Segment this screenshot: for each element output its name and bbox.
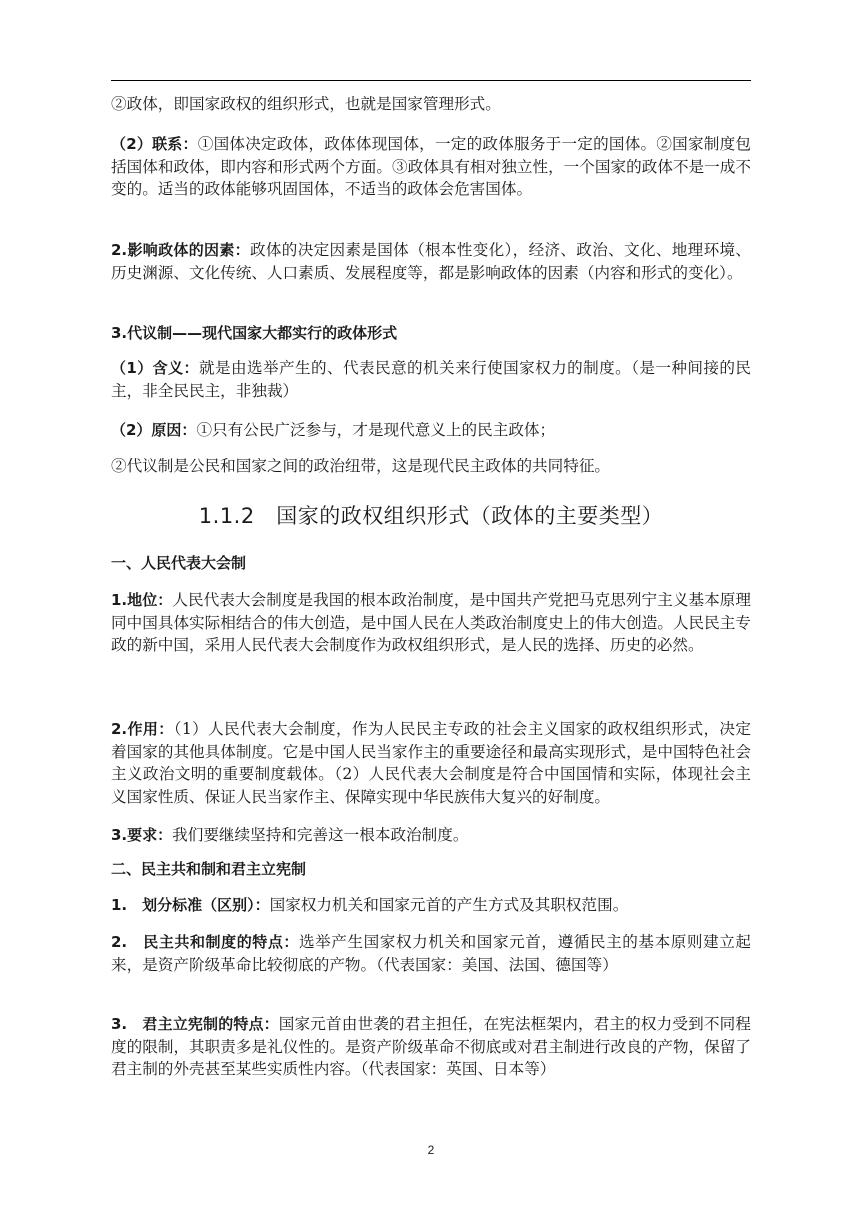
- paragraph-criteria: 1. 划分标准（区别）：国家权力机关和国家元首的产生方式及其职权范围。: [111, 896, 629, 914]
- bold-label: 1. 划分标准（区别）：: [111, 896, 270, 914]
- paragraph-factors: 2.影响政体的因素：政体的决定因素是国体（根本性变化），经济、政治、文化、地理环境、历史渊源、文化传统、人口素质、发展程度等，都是影响政体的因素（内容和形式的变化）。: [111, 241, 751, 282]
- paragraph-meaning: （1）含义：就是由选举产生的、代表民意的机关来行使国家权力的制度。（是一种间接的民主，非全民民主，非独裁）: [111, 359, 751, 400]
- page-number: 2: [427, 1143, 435, 1157]
- paragraph: ②政体，即国家政权的组织形式，也就是国家管理形式。: [111, 95, 501, 113]
- bold-label: 2.作用：: [111, 720, 174, 738]
- paragraph-requirement: 3.要求：我们要继续坚持和完善这一根本政治制度。: [111, 826, 469, 844]
- subheading-representative-system: 3.代议制——现代国家大都实行的政体形式: [111, 324, 398, 342]
- paragraph-connection: （2）联系：①国体决定政体，政体体现国体，一定的政体服务于一定的国体。②国家制度包括国体和政体，即内容和形式两个方面。③政体具有相对独立性，一个国家的政体不是一成不变的。适当的政体能够巩固国体，不适当的政体会危害国体。: [111, 135, 751, 198]
- section-title-republic: 二、民主共和制和君主立宪制: [111, 860, 307, 878]
- bold-label: 3.要求：: [111, 826, 173, 844]
- header-rule: [111, 80, 751, 81]
- bold-label: 3. 君主立宪制的特点：: [111, 1015, 279, 1033]
- paragraph-republic: 2. 民主共和制度的特点：选举产生国家权力机关和国家元首，遵循民主的基本原则建立起来，是资产阶级革命比较彻底的产物。（代表国家：美国、法国、德国等）: [111, 933, 751, 974]
- paragraph-status: 1.地位：人民代表大会制度是我国的根本政治制度，是中国共产党把马克思列宁主义基本原理同中国具体实际相结合的伟大创造，是中国人民在人类政治制度史上的伟大创造。人民民主专政的新中国，采用人民代表大会制度作为政权组织形式，是人民的选择、历史的必然。: [111, 591, 751, 654]
- bold-label: （1）含义：: [111, 359, 199, 377]
- section-title-npc: 一、人民代表大会制: [111, 554, 247, 572]
- section-heading: 1.1.2 国家的政权组织形式（政体的主要类型）: [198, 504, 664, 528]
- paragraph-reason: （2）原因：①只有公民广泛参与，才是现代意义上的民主政体；: [111, 421, 556, 439]
- bold-label: 1.地位：: [111, 591, 173, 609]
- bold-label: 2.影响政体的因素：: [111, 241, 250, 259]
- paragraph: ②代议制是公民和国家之间的政治纽带，这是现代民主政体的共同特征。: [111, 457, 611, 475]
- bold-label: （2）原因：: [111, 421, 197, 439]
- paragraph-monarchy: 3. 君主立宪制的特点：国家元首由世袭的君主担任，在宪法框架内，君主的权力受到不同程度的限制，其职责多是礼仪性的。是资产阶级革命不彻底或对君主制进行改良的产物，保留了君主制的外壳甚至某些实质性内容。（代表国家：英国、日本等）: [111, 1015, 751, 1078]
- bold-label: （2）联系：: [111, 135, 198, 153]
- bold-label: 2. 民主共和制度的特点：: [111, 933, 299, 951]
- paragraph-function: 2.作用：（1）人民代表大会制度，作为人民民主专政的社会主义国家的政权组织形式，决定着国家的其他具体制度。它是中国人民当家作主的重要途径和最高实现形式，是中国特色社会主义政治文明的重要制度载体。（2）人民代表大会制度是符合中国国情和实际，体现社会主义国家性质、保证人民当家作主、保障实现中华民族伟大复兴的好制度。: [111, 720, 751, 806]
